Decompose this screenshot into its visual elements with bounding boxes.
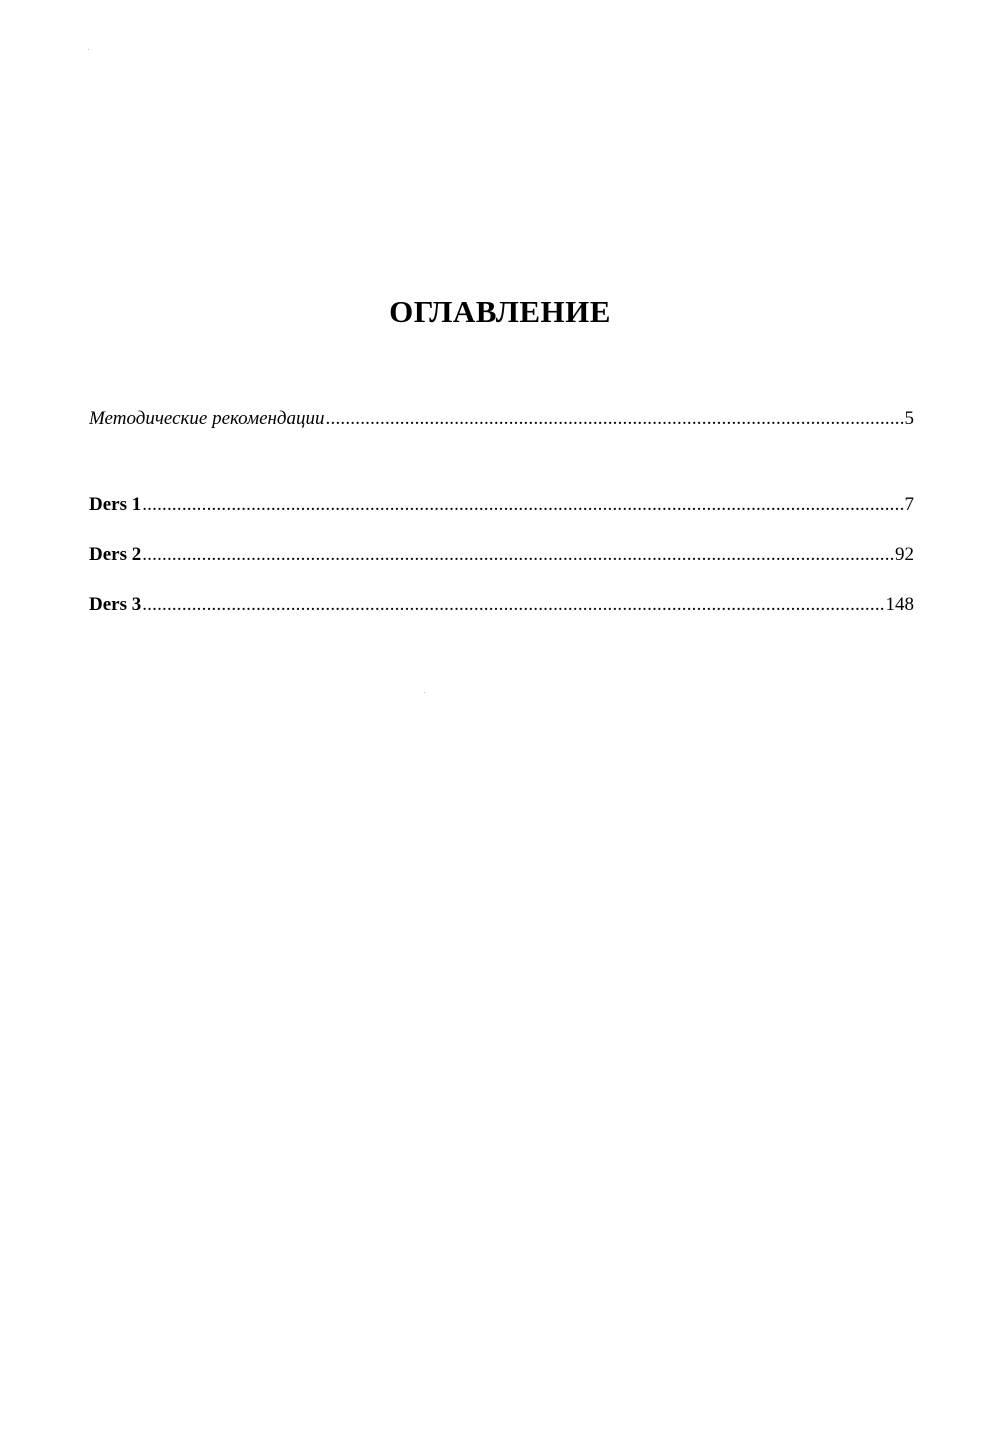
page-title: ОГЛАВЛЕНИЕ: [389, 294, 611, 329]
toc-entry-ders-3[interactable]: [89, 591, 914, 619]
dot-leader: [142, 591, 884, 619]
table-of-contents: [89, 405, 914, 619]
scan-speck: [88, 49, 89, 50]
dot-leader: [142, 491, 903, 519]
dot-leader: [326, 405, 904, 433]
toc-entry-ders-2[interactable]: [89, 541, 914, 569]
toc-entry-label: Ders 3: [89, 594, 142, 615]
toc-entry-page-number: 92: [895, 544, 914, 565]
toc-entry-ders-1[interactable]: [89, 491, 914, 519]
toc-entry-page-number: 7: [904, 494, 914, 515]
toc-entry-label: Методические рекомендации: [89, 408, 325, 429]
dot-leader: [142, 541, 894, 569]
toc-entry-page-number: 5: [904, 408, 914, 429]
toc-entry-methodical-recommendations[interactable]: [89, 405, 914, 433]
toc-entry-label: Ders 1: [89, 494, 142, 515]
toc-entry-page-number: 148: [885, 594, 914, 615]
toc-entry-label: Ders 2: [89, 544, 142, 565]
scan-speck: [424, 692, 425, 693]
